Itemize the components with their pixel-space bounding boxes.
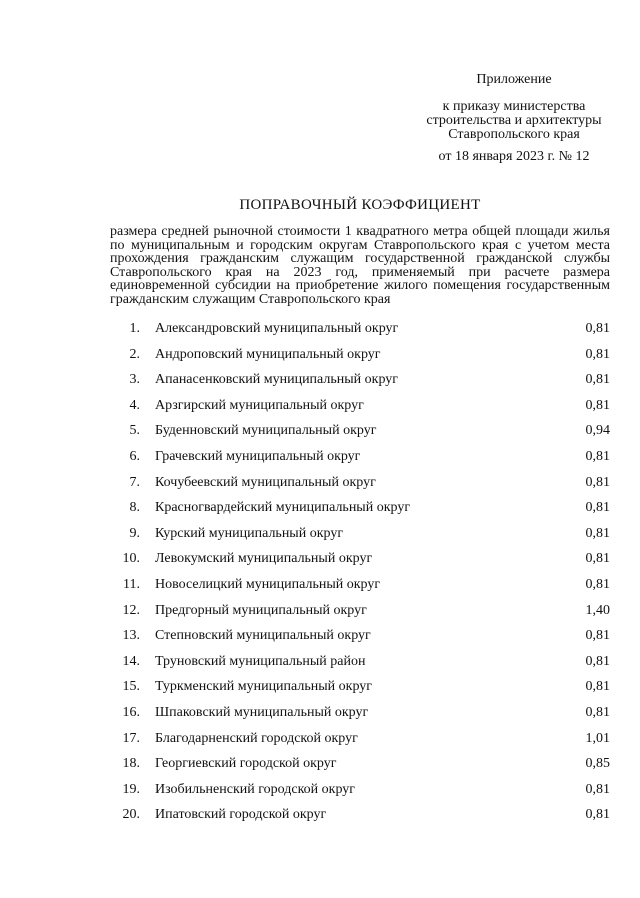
coefficient-value: 0,81 [585, 500, 610, 516]
table-row [0, 470, 640, 496]
row-number: 10. [122, 551, 140, 567]
district-name: Степновский муниципальный округ [155, 628, 371, 644]
district-name: Андроповский муниципальный округ [155, 346, 381, 362]
table-row [0, 572, 640, 598]
row-number: 4. [129, 397, 140, 413]
row-number: 5. [129, 423, 140, 439]
coefficient-value: 1,01 [585, 730, 610, 746]
district-name: Новоселицкий муниципальный округ [155, 576, 381, 592]
appendix-order-line: строительства и архитектуры [426, 113, 602, 128]
row-number: 9. [129, 525, 140, 541]
table-row [0, 393, 640, 419]
table-row [0, 598, 640, 624]
coefficient-value: 0,81 [585, 628, 610, 644]
district-name: Александровский муниципальный округ [155, 321, 399, 336]
row-number: 1. [129, 321, 140, 336]
district-name: Ипатовский городской округ [155, 807, 327, 823]
row-number: 3. [129, 372, 140, 388]
document-heading: ПОПРАВОЧНЫЙ КОЭФФИЦИЕНТ [239, 197, 481, 213]
coefficient-value: 0,81 [585, 781, 610, 797]
coefficient-value: 0,81 [585, 448, 610, 464]
table-row [0, 649, 640, 675]
district-name: Красногвардейский муниципальный округ [155, 500, 411, 516]
table-row [0, 316, 640, 342]
row-number: 12. [122, 602, 140, 618]
table-row [0, 418, 640, 444]
district-name: Благодарненский городской округ [155, 730, 358, 746]
table-row [0, 623, 640, 649]
table-row [0, 367, 640, 393]
row-number: 13. [122, 628, 140, 644]
coefficient-value: 0,81 [585, 679, 610, 695]
coefficient-value: 0,81 [585, 551, 610, 567]
coefficient-value: 0,81 [585, 474, 610, 490]
table-row [0, 444, 640, 470]
district-name: Левокумский муниципальный округ [155, 551, 373, 567]
document-description: размера средней рыночной стоимости 1 квадратного метра общей площади жилья по муниципальным и городским округам Ставропольского края с учетом места прохождения гражданским служащим государственной гражданской службы Ставропольского края на 2023 год, применяемый при расчете размера единовременной субсидии на приобретение жилого помещения государственным гражданским служащим Ставропольского края [110, 224, 610, 307]
district-name: Курский муниципальный округ [155, 525, 344, 541]
appendix-title: Приложение [476, 72, 552, 87]
district-name: Туркменский муниципальный округ [155, 679, 372, 695]
table-row [0, 726, 640, 752]
coefficient-value: 0,81 [585, 704, 610, 720]
table-row [0, 546, 640, 572]
district-name: Буденновский муниципальный округ [155, 423, 377, 439]
row-number: 14. [122, 653, 140, 669]
district-name: Грачевский муниципальный округ [155, 448, 361, 464]
coefficient-value: 0,81 [585, 397, 610, 413]
table-row [0, 751, 640, 777]
row-number: 20. [122, 807, 140, 823]
row-number: 19. [122, 781, 140, 797]
coefficient-value: 1,40 [585, 602, 610, 618]
table-row [0, 700, 640, 726]
district-name: Шпаковский муниципальный округ [155, 704, 369, 720]
coefficient-value: 0,85 [585, 756, 610, 772]
district-name: Изобильненский городской округ [155, 781, 356, 797]
district-name: Кочубеевский муниципальный округ [155, 474, 376, 490]
district-name: Предгорный муниципальный округ [155, 602, 367, 618]
district-name: Труновский муниципальный район [155, 653, 366, 669]
coefficient-value: 0,81 [585, 807, 610, 823]
table-row [0, 495, 640, 521]
appendix-order-line: к приказу министерства [442, 99, 586, 114]
appendix-order-reference [390, 100, 638, 142]
row-number: 7. [129, 474, 140, 490]
table-row [0, 674, 640, 700]
coefficient-value: 0,94 [585, 423, 610, 439]
row-number: 17. [122, 730, 140, 746]
table-row [0, 777, 640, 803]
row-number: 2. [129, 346, 140, 362]
coefficient-value: 0,81 [585, 321, 610, 336]
coefficient-value: 0,81 [585, 576, 610, 592]
district-name: Георгиевский городской округ [155, 756, 337, 772]
district-name: Арзгирский муниципальный округ [155, 397, 364, 413]
table-row [0, 342, 640, 368]
coefficient-value: 0,81 [585, 372, 610, 388]
table-row [0, 802, 640, 828]
coefficient-value: 0,81 [585, 653, 610, 669]
coefficient-value: 0,81 [585, 525, 610, 541]
row-number: 8. [129, 500, 140, 516]
appendix-order-line: Ставропольского края [448, 127, 580, 142]
row-number: 6. [129, 448, 140, 464]
table-row [0, 521, 640, 547]
row-number: 11. [123, 576, 140, 592]
row-number: 15. [122, 679, 140, 695]
coefficient-value: 0,81 [585, 346, 610, 362]
row-number: 18. [122, 756, 140, 772]
appendix-date: от 18 января 2023 г. № 12 [438, 149, 590, 164]
district-name: Апанасенковский муниципальный округ [155, 372, 399, 388]
coefficient-table [0, 316, 640, 828]
row-number: 16. [122, 704, 140, 720]
